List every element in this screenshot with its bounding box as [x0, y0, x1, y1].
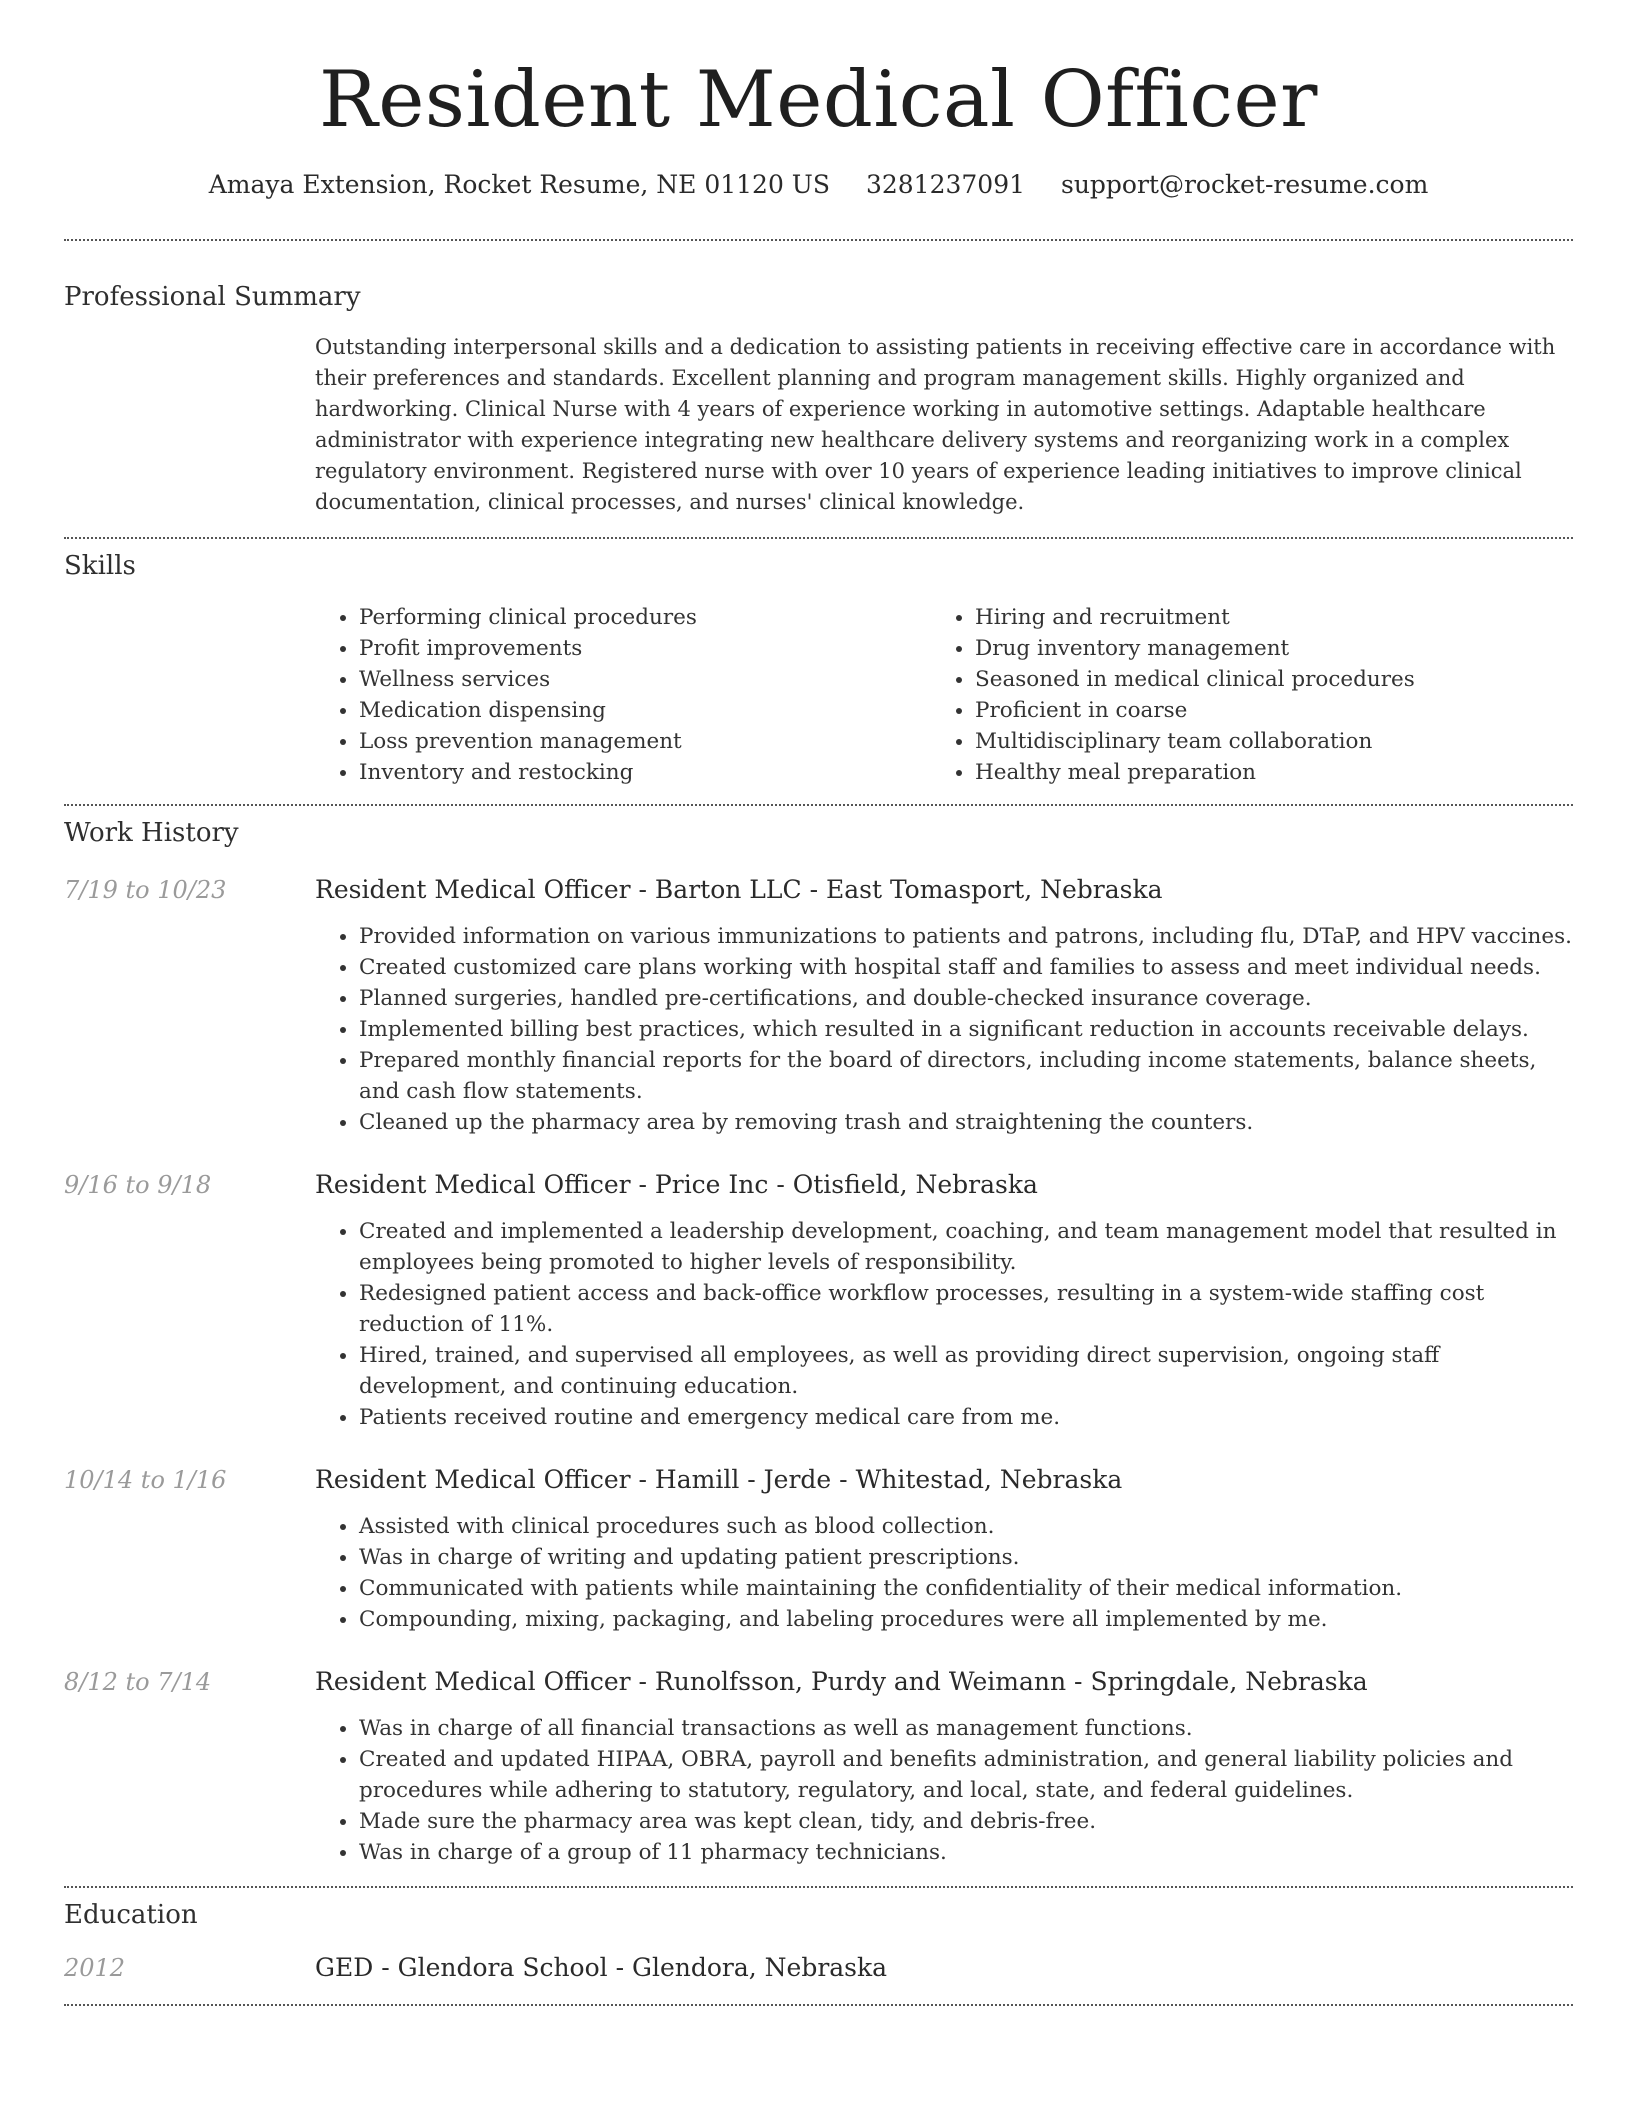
education-heading: Education [64, 1900, 198, 1930]
job-date: 10/14 to 1/16 [64, 1466, 227, 1494]
job-bullet: • Created and implemented a leadership development, coaching, and team management model that resulted in employees being promoted to higher levels of responsibility. [359, 1216, 1573, 1278]
job-bullet: • Implemented billing best practices, which resulted in a significant reduction in accounts receivable delays. [359, 1014, 1573, 1045]
job-duties [315, 1713, 1573, 1868]
job-bullet: • Prepared monthly financial reports for the board of directors, including income statements, balance sheets, and cash flow statements. [359, 1045, 1573, 1107]
job-bullet: • Was in charge of a group of 11 pharmacy technicians. [359, 1837, 1573, 1868]
job-bullet: • Was in charge of writing and updating patient prescriptions. [359, 1542, 1573, 1573]
job-bullet: • Assisted with clinical procedures such as blood collection. [359, 1511, 1573, 1542]
skill-item: • Multidisciplinary team collaboration [975, 726, 1547, 757]
divider [64, 1886, 1573, 1888]
job-duties [315, 921, 1573, 1138]
contact-phone: 3281237091 [865, 170, 1026, 199]
job-bullet: • Hired, trained, and supervised all employees, as well as providing direct supervision, ongoing staff development, and continuing education. [359, 1340, 1573, 1402]
job-bullet: • Communicated with patients while maintaining the confidentiality of their medical information. [359, 1573, 1573, 1604]
job-bullet: • Provided information on various immunizations to patients and patrons, including flu, DTaP, and HPV vaccines. [359, 921, 1573, 952]
job-bullet: • Cleaned up the pharmacy area by removing trash and straightening the counters. [359, 1107, 1573, 1138]
job-header [64, 1665, 1573, 1699]
job-title: Resident Medical Officer - Price Inc - Otisfield, Nebraska [315, 1170, 1038, 1199]
job-bullet: • Planned surgeries, handled pre-certifications, and double-checked insurance coverage. [359, 983, 1573, 1014]
education-degree: GED - Glendora School - Glendora, Nebraska [315, 1953, 888, 1982]
education-entry [64, 1951, 1573, 1985]
job-duties [315, 1511, 1573, 1635]
skill-item: • Medication dispensing [359, 695, 931, 726]
divider [64, 804, 1573, 806]
skill-item: • Inventory and restocking [359, 757, 931, 788]
job-bullet: • Created customized care plans working with hospital staff and families to assess and meet individual needs. [359, 952, 1573, 983]
job-date: 8/12 to 7/14 [64, 1668, 212, 1696]
divider [64, 2004, 1573, 2006]
job-bullet: • Compounding, mixing, packaging, and labeling procedures were all implemented by me. [359, 1604, 1573, 1635]
education-date: 2012 [64, 1954, 126, 1982]
skill-item: • Seasoned in medical clinical procedures [975, 664, 1547, 695]
summary-heading: Professional Summary [64, 282, 361, 312]
skill-item: • Profit improvements [359, 633, 931, 664]
work-history-heading: Work History [64, 818, 239, 848]
job-title: Resident Medical Officer - Barton LLC - East Tomasport, Nebraska [315, 875, 1163, 904]
divider [64, 537, 1573, 539]
job-bullet: • Created and updated HIPAA, OBRA, payroll and benefits administration, and general liability policies and procedures while adhering to statutory, regulatory, and local, state, and federal guidelines. [359, 1744, 1573, 1806]
job-bullet: • Redesigned patient access and back-office workflow processes, resulting in a system-wide staffing cost reduction of 11%. [359, 1278, 1573, 1340]
job-bullet: • Was in charge of all financial transactions as well as management functions. [359, 1713, 1573, 1744]
job-bullet: • Patients received routine and emergency medical care from me. [359, 1402, 1573, 1433]
skills-heading: Skills [64, 551, 136, 581]
skills-list [315, 602, 1573, 788]
contact-line [64, 168, 1573, 202]
job-date: 9/16 to 9/18 [64, 1171, 212, 1199]
resume-page [64, 0, 1573, 2006]
job-duties [315, 1216, 1573, 1433]
skill-item: • Drug inventory management [975, 633, 1547, 664]
skill-item: • Hiring and recruitment [975, 602, 1547, 633]
job-title: Resident Medical Officer - Hamill - Jerde - Whitestad, Nebraska [315, 1465, 1123, 1494]
job-header [64, 1168, 1573, 1202]
page-title: Resident Medical Officer [319, 55, 1318, 145]
contact-email: support@rocket-resume.com [1060, 170, 1429, 199]
skill-item: • Proficient in coarse [975, 695, 1547, 726]
contact-address: Amaya Extension, Rocket Resume, NE 01120 US [208, 170, 831, 199]
divider [64, 239, 1573, 241]
job-header [64, 873, 1573, 907]
skill-item: • Loss prevention management [359, 726, 931, 757]
skills-column-left [315, 602, 931, 788]
summary-text: Outstanding interpersonal skills and a dedication to assisting patients in receiving effective care in accordance with their preferences and standards. Excellent planning and program management skills. Highly organized and hardworking. Clinical Nurse with 4 years of experience working in automotive settings. Adaptable healthcare administrator with experience integrating new healthcare delivery systems and reorganizing work in a complex regulatory environment. Registered nurse with over 10 years of experience leading initiatives to improve clinical documentation, clinical processes, and nurses' clinical knowledge. [315, 335, 1556, 514]
job-title: Resident Medical Officer - Runolfsson, Purdy and Weimann - Springdale, Nebraska [315, 1667, 1368, 1696]
skill-item: • Healthy meal preparation [975, 757, 1547, 788]
job-date: 7/19 to 10/23 [64, 876, 227, 904]
skills-column-right [931, 602, 1547, 788]
job-header [64, 1463, 1573, 1497]
job-bullet: • Made sure the pharmacy area was kept clean, tidy, and debris-free. [359, 1806, 1573, 1837]
skill-item: • Performing clinical procedures [359, 602, 931, 633]
skill-item: • Wellness services [359, 664, 931, 695]
